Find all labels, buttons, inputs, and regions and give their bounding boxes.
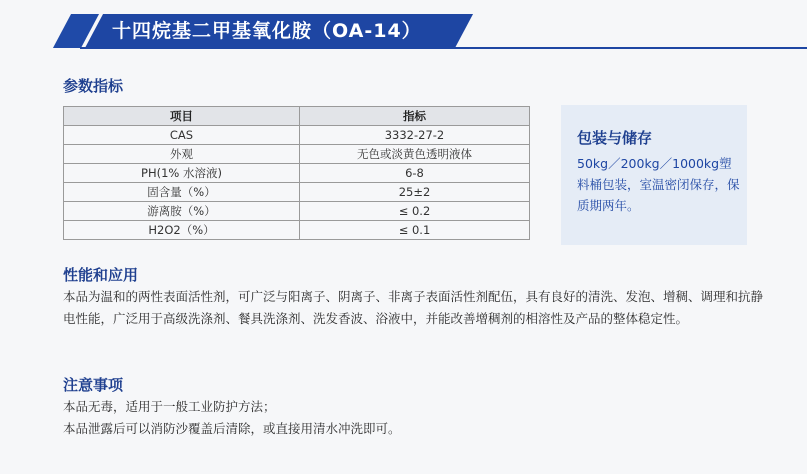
table-cell: 25±2 bbox=[300, 183, 530, 202]
table-row bbox=[64, 126, 530, 145]
table-cell: 固含量（%） bbox=[64, 183, 300, 202]
product-title: 十四烷基二甲基氧化胺（OA-14） bbox=[112, 20, 422, 42]
packaging-box bbox=[561, 105, 747, 245]
performance-text: 本品为温和的两性表面活性剂，可广泛与阳离子、阴离子、非离子表面活性剂配伍，具有良好的清洗、发泡、增稠、调理和抗静电性能，广泛用于高级洗涤剂、餐具洗涤剂、洗发香波、浴液中，并能改善增稠剂的相溶性及产品的整体稳定性。 bbox=[63, 289, 764, 326]
table-cell: ≤ 0.2 bbox=[300, 202, 530, 221]
table-cell: 外观 bbox=[64, 145, 300, 164]
table-header-value: 指标 bbox=[300, 107, 530, 126]
table-cell: 3332-27-2 bbox=[300, 126, 530, 145]
table-header-item: 项目 bbox=[64, 107, 300, 126]
table-row bbox=[64, 221, 530, 240]
table-row bbox=[64, 164, 530, 183]
notes-line: 本品泄露后可以消防沙覆盖后清除，或直接用清水冲洗即可。 bbox=[63, 421, 401, 436]
table-cell: PH(1% 水溶液) bbox=[64, 164, 300, 183]
table-header-row bbox=[64, 107, 530, 126]
table-cell: 无色或淡黄色透明液体 bbox=[300, 145, 530, 164]
params-table bbox=[63, 106, 530, 240]
banner-underline bbox=[80, 47, 807, 49]
table-cell: CAS bbox=[64, 126, 300, 145]
table-cell: ≤ 0.1 bbox=[300, 221, 530, 240]
table-cell: H2O2（%） bbox=[64, 221, 300, 240]
packaging-heading: 包装与储存 bbox=[577, 129, 653, 147]
notes-heading: 注意事项 bbox=[63, 376, 124, 394]
table-cell: 6-8 bbox=[300, 164, 530, 183]
table-cell: 游离胺（%） bbox=[64, 202, 300, 221]
packaging-text: 50kg／200kg／1000kg塑料桶包装，室温密闭保存，保质期两年。 bbox=[577, 156, 740, 213]
table-row bbox=[64, 183, 530, 202]
table-row bbox=[64, 202, 530, 221]
notes-line: 本品无毒，适用于一般工业防护方法； bbox=[63, 399, 276, 414]
performance-heading: 性能和应用 bbox=[63, 266, 139, 284]
title-banner bbox=[0, 0, 807, 60]
table-row bbox=[64, 145, 530, 164]
params-heading: 参数指标 bbox=[63, 77, 124, 95]
